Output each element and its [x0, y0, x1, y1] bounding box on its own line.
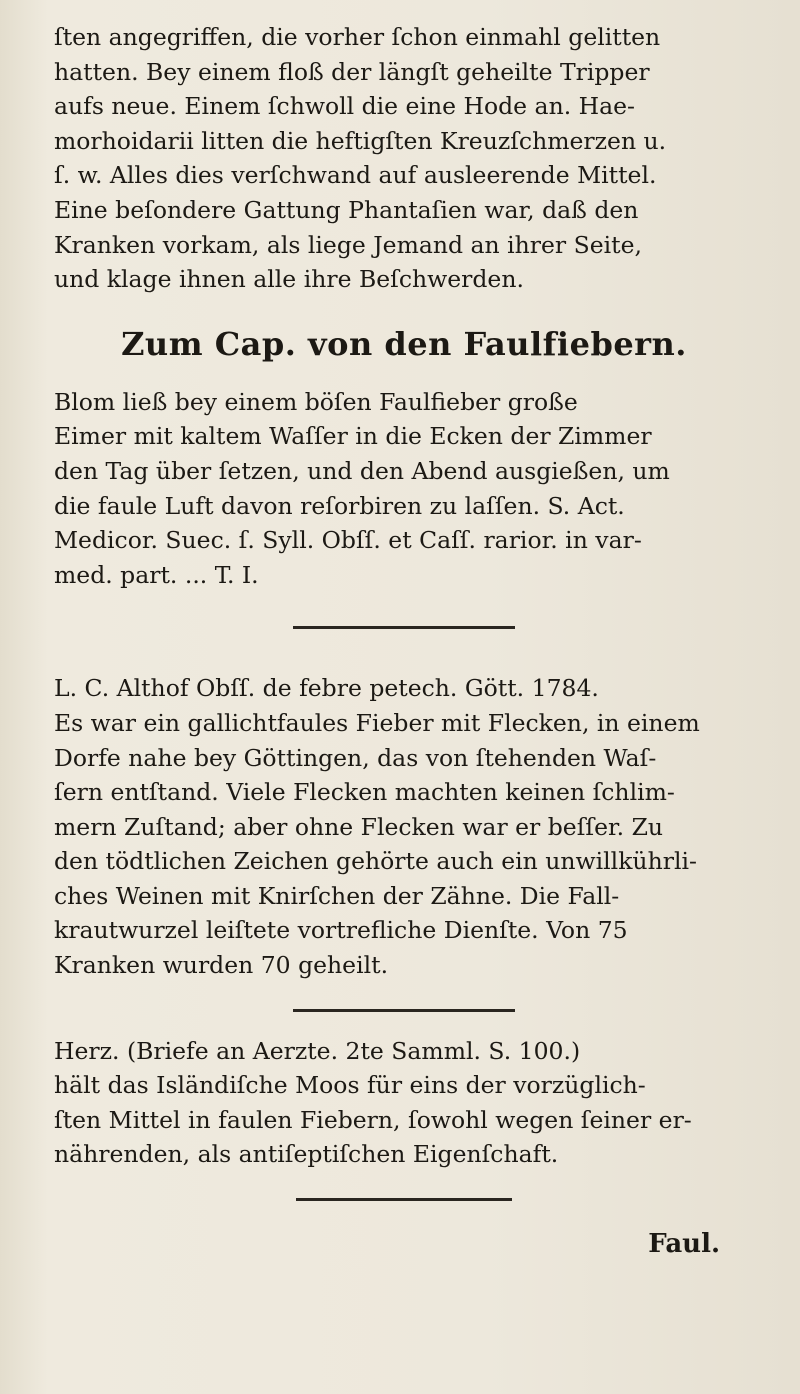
- text-line: den Tag über ſetzen, und den Abend ausgießen, um: [54, 456, 670, 485]
- text-line: med. part. ... T. I.: [54, 560, 259, 589]
- paragraph-blom: [54, 385, 754, 593]
- text-line: und klage ihnen alle ihre Beſchwerden.: [54, 265, 524, 294]
- paragraph-phantasien: [54, 20, 754, 297]
- text-line: krautwurzel leiſtete vortrefliche Dienſte. Von 75: [54, 916, 628, 945]
- paragraph-althof: [54, 671, 754, 982]
- section-divider: [296, 1198, 512, 1201]
- text-line: Es war ein gallichtfaules Fieber mit Flecken, in einem: [54, 708, 700, 737]
- text-line: ſern entſtand. Viele Flecken machten keinen ſchlim-: [54, 778, 675, 807]
- text-line: Herz. (Briefe an Aerzte. 2te Samml. S. 100.): [54, 1036, 581, 1065]
- text-line: Medicor. Suec. ſ. Syll. Obſſ. et Caſſ. rarior. in var-: [54, 526, 642, 555]
- text-line: morhoidarii litten die heftigſten Kreuzſchmerzen u.: [54, 126, 667, 155]
- text-line: aufs neue. Einem ſchwoll die eine Hode an. Hae-: [54, 92, 635, 121]
- text-line: ſ. w. Alles dies verſchwand auf ausleerende Mittel.: [54, 161, 657, 190]
- text-line: ſten Mittel in faulen Fiebern, ſowohl wegen ſeiner er-: [54, 1105, 692, 1134]
- text-line: Eine beſondere Gattung Phantaſien war, daß den: [54, 195, 639, 224]
- paragraph-herz: [54, 1034, 754, 1172]
- text-line: Kranken wurden 70 geheilt.: [54, 951, 389, 980]
- text-line: hält das Isländiſche Moos für eins der vorzüglich-: [54, 1071, 646, 1100]
- text-line: Blom ließ bey einem böſen Faulfieber große: [54, 387, 578, 416]
- text-line: hatten. Bey einem floß der längſt geheilte Tripper: [54, 57, 650, 86]
- text-line: ſten angegriffen, die vorher ſchon einmahl gelitten: [54, 23, 661, 51]
- text-line: mern Zuſtand; aber ohne Flecken war er beſſer. Zu: [54, 812, 664, 841]
- text-line: den tödtlichen Zeichen gehörte auch ein unwillkührli-: [54, 847, 697, 876]
- section-heading: Zum Cap. von den Faulfiebern.: [121, 324, 687, 363]
- text-line: die faule Luft davon reſorbiren zu laſſen. S. Act.: [54, 491, 625, 520]
- text-line: Kranken vorkam, als liege Jemand an ihrer Seite,: [54, 230, 642, 259]
- text-line: L. C. Althof Obſſ. de febre petech. Gött. 1784.: [54, 674, 599, 703]
- text-line: Eimer mit kaltem Waſſer in die Ecken der Zimmer: [54, 422, 652, 451]
- text-line: Dorfe nahe bey Göttingen, das von ſtehenden Waſ-: [54, 743, 657, 772]
- catchword: Faul.: [648, 1229, 720, 1260]
- text-line: ches Weinen mit Knirſchen der Zähne. Die Fall-: [54, 881, 620, 910]
- text-line: nährenden, als antiſeptiſchen Eigenſchaft.: [54, 1140, 559, 1169]
- section-divider: [293, 626, 515, 629]
- section-divider: [293, 1009, 515, 1012]
